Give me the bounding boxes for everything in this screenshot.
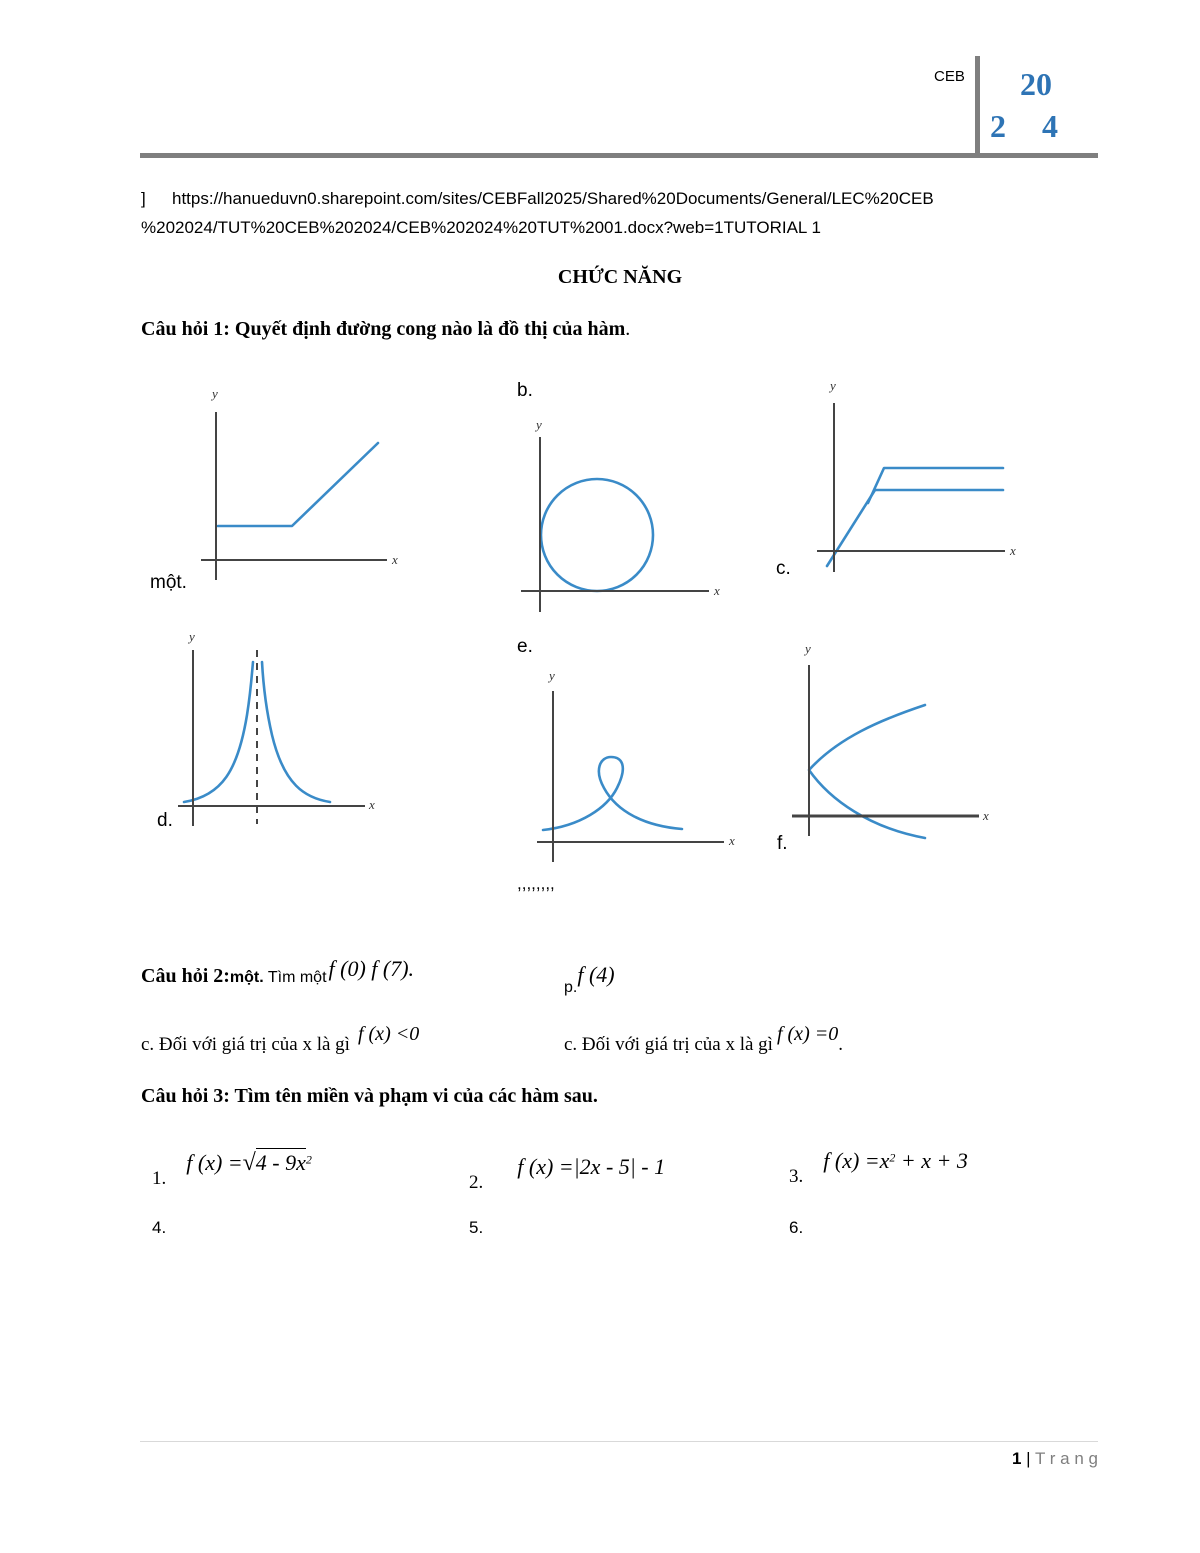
q3-item-1-lhs: f (x) = [186,1150,243,1175]
link-line-1[interactable]: https://hanueduvn0.sharepoint.com/sites/CEBFall2025/Shared%20Documents/General/LEC%20CEB [172,189,934,208]
footer-page [1012,1449,1098,1469]
q2-part-b [564,962,615,996]
q2-title: Câu hỏi 2: [141,965,230,987]
q3-item-1-exp: 2 [305,1152,312,1167]
q3-item-6-num: 6. [789,1218,804,1237]
q2-part-d-text: c. Đối với giá trị của x là gì [564,1034,773,1055]
q3-item-4-num: 4. [152,1218,167,1237]
q3-title: Câu hỏi 3: Tìm tên miền và phạm vi của các hàm sau. [141,1085,598,1107]
q3-item-1 [152,1150,312,1189]
q1-title-text: Câu hỏi 1: Quyết định đường cong nào là đồ thị của hàm [141,318,626,340]
graph-a-x-label: x [392,552,398,567]
graph-e-y-label: y [549,668,555,683]
q2-part-d-end: . [838,1034,843,1055]
graph-c-y-label: y [830,378,836,393]
graph-e-label: e. [517,636,533,657]
graph-d-label: d. [157,810,173,831]
graph-d-x-label: x [369,797,375,812]
q2-part-a-text: Tìm một [263,969,327,986]
graph-f-x-label: x [983,808,989,823]
graph-a-curve [218,443,378,526]
link-line-2[interactable]: %202024/TUT%20CEB%202024/CEB%202024%20TUT%2001.docx?web=1TUTORIAL 1 [141,218,821,237]
q2-part-b-prefix: p. [564,979,578,996]
q3-item-3 [789,1148,968,1187]
q3-item-2-num: 2. [469,1172,484,1193]
year-bottom-left: 2 [990,108,1006,144]
link-bracket: ] [141,189,146,208]
q2-line-1 [141,956,415,988]
graph-d-y-label: y [189,629,195,644]
doc-code: CEB [934,68,965,85]
q3-item-1-sqrt: √ [242,1150,256,1176]
q3-item-3-rhs: x [879,1148,890,1173]
q2-part-c [141,1023,420,1055]
q2-part-a-prefix: một. [229,969,264,986]
q3-item-2-lhs: f (x) = [517,1154,574,1179]
q3-item-1-rhs: 4 - 9x [255,1150,306,1175]
q1-trail: ,,,,,,,, [517,874,555,893]
graph-c-curve-upper [868,468,1003,503]
graph-c-curve-lower [827,490,1003,566]
q2-part-d-math: f (x) =0 [776,1023,839,1045]
doc-title: CHỨC NĂNG [557,266,683,288]
q2-part-c-text: c. Đối với giá trị của x là gì [141,1034,350,1055]
graph-d-curve-right [262,662,330,802]
year-bottom-right: 4 [1042,108,1058,144]
q3-item-2 [469,1154,666,1193]
graph-f-y-label: y [805,641,811,656]
q2-part-b-math: f (4) [577,962,615,987]
q3-item-3-tail: + x + 3 [895,1148,968,1173]
graph-c-x-label: x [1010,543,1016,558]
graph-c-label: c. [776,558,791,579]
graph-b-label: b. [517,380,533,401]
graph-d-curve-left [184,662,253,802]
footer-rule [140,1441,1098,1442]
graph-b-curve [541,479,653,591]
footer-page-number: 1 [1011,1449,1022,1468]
graph-f-label: f. [777,833,788,854]
year-top: 20 [1020,66,1052,102]
graph-b-y-label: y [536,417,542,432]
q1-title-end: . [625,318,631,340]
graph-a-label: một. [150,572,187,593]
q3-item-1-num: 1. [152,1168,167,1189]
footer-page-word: T r a n g [1035,1449,1098,1468]
graph-e-x-label: x [729,833,735,848]
q3-item-3-exp: 2 [889,1150,896,1165]
graph-e-curve [543,757,682,830]
q3-item-3-lhs: f (x) = [823,1148,880,1173]
q3-item-2-rhs: |2x - 5| - 1 [573,1154,666,1179]
footer-separator: | [1021,1449,1035,1468]
graph-a-y-label: y [212,386,218,401]
q3-item-3-num: 3. [789,1166,804,1187]
q2-part-c-math: f (x) <0 [357,1023,420,1045]
q2-part-d [564,1023,843,1055]
graph-b-x-label: x [714,583,720,598]
q3-item-5-num: 5. [469,1218,484,1237]
graph-f-curve [809,705,925,838]
q2-part-a-math: f (0) f (7). [328,956,415,981]
